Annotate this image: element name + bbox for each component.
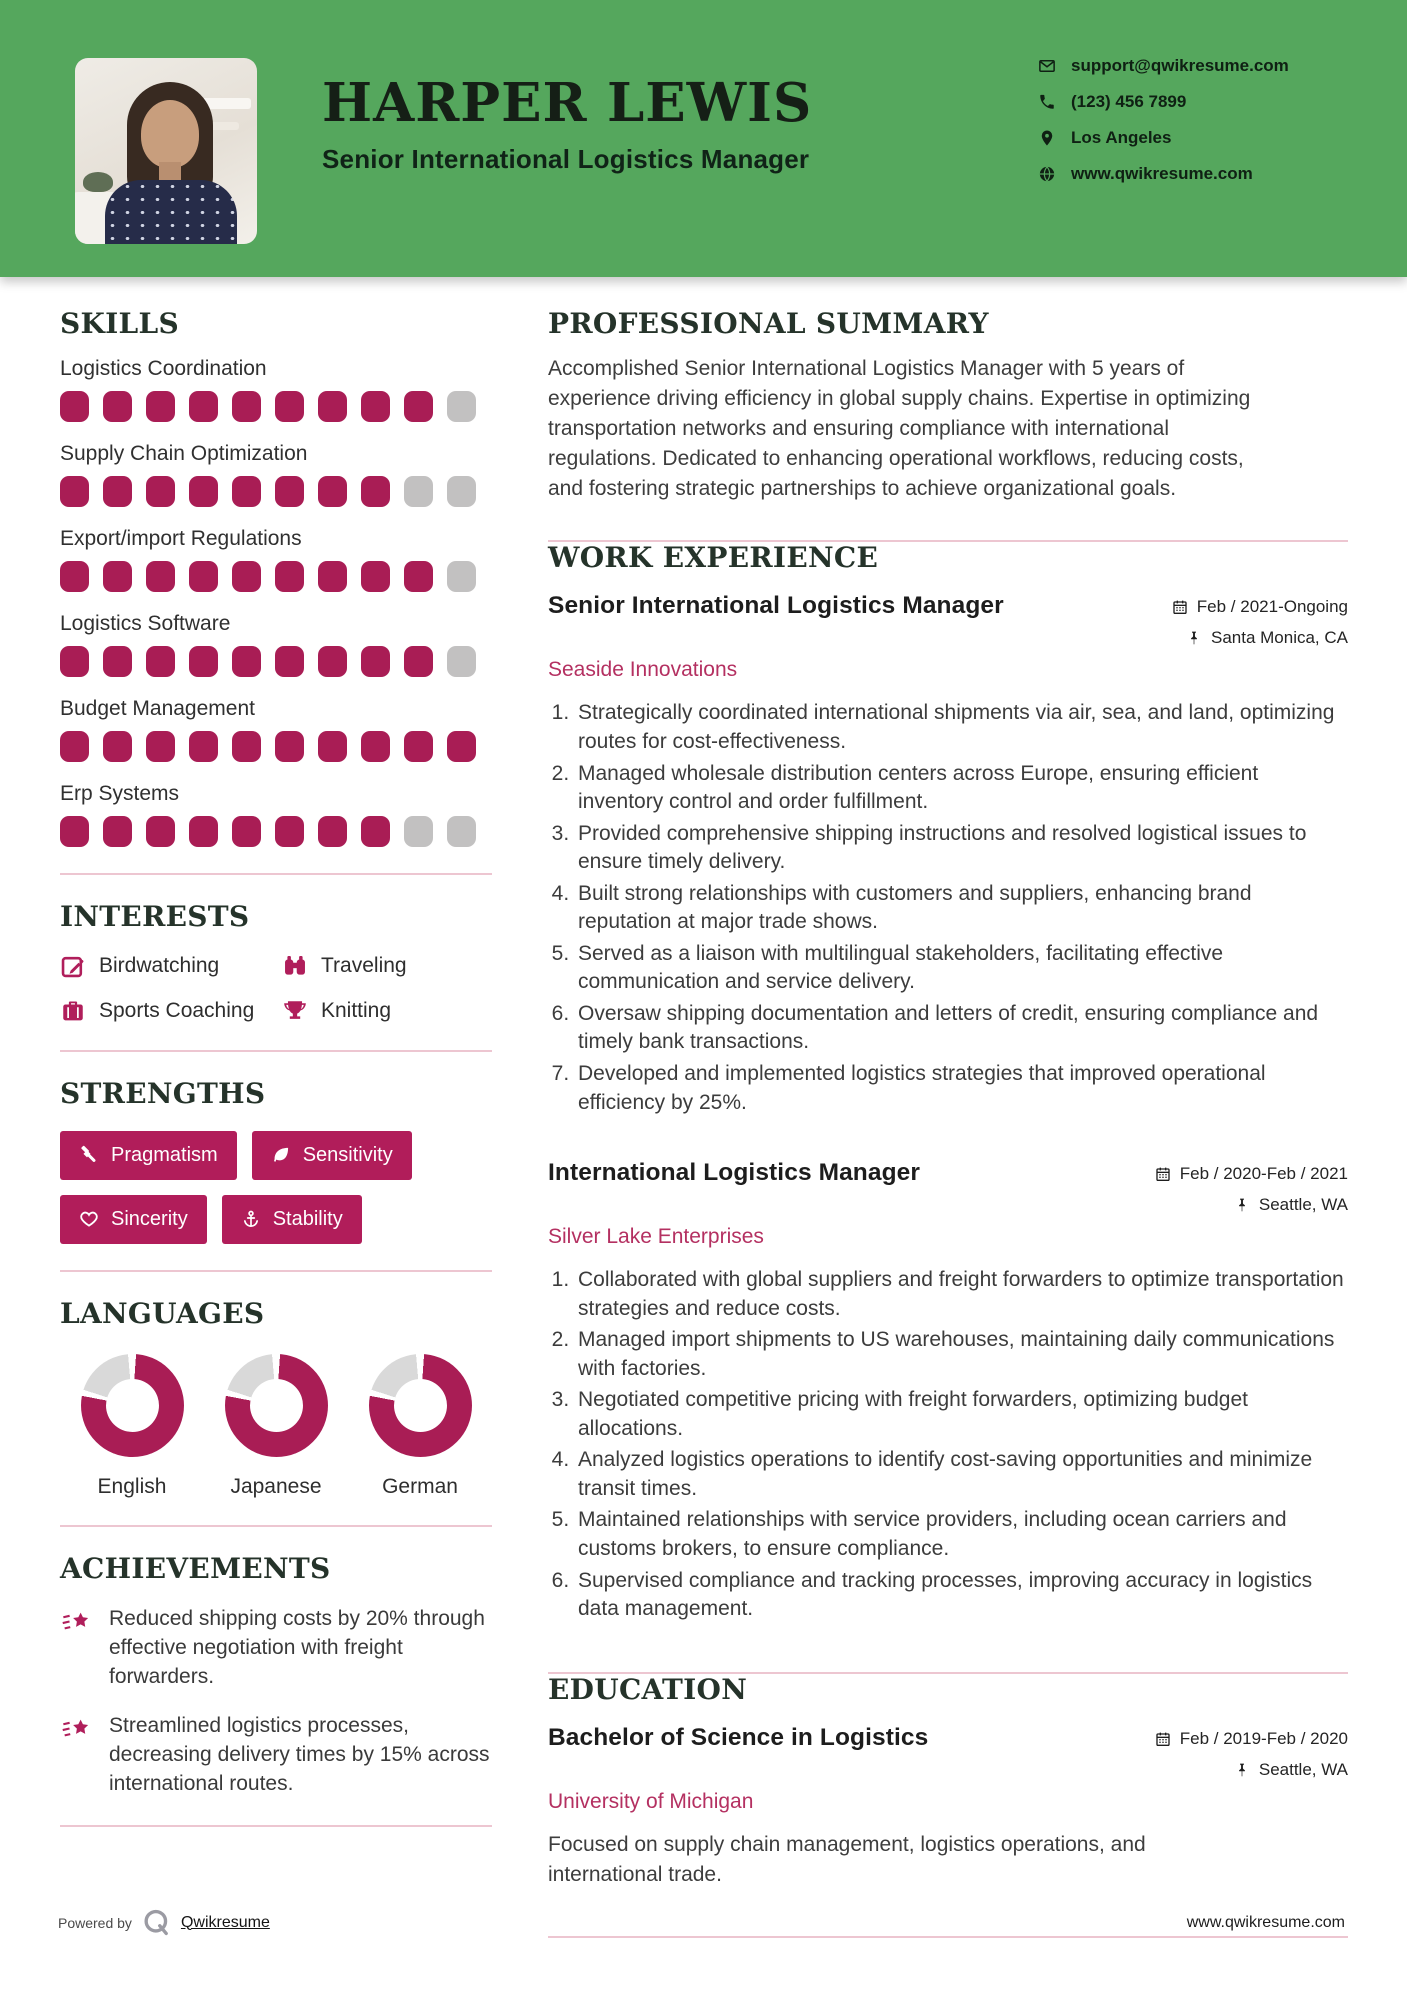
footer-branding xyxy=(58,1907,270,1938)
trophy-icon xyxy=(282,998,308,1024)
skill-dot xyxy=(318,561,347,592)
skill-dot xyxy=(361,646,390,677)
envelope-icon xyxy=(1038,57,1056,75)
job-header xyxy=(548,592,1348,648)
skill-dot xyxy=(275,561,304,592)
job-company: Seaside Innovations xyxy=(548,658,738,682)
interest-item xyxy=(282,953,492,979)
skill-dot xyxy=(318,646,347,677)
skill-label: Export/import Regulations xyxy=(60,527,302,551)
skill-dot xyxy=(318,391,347,422)
candidate-name: HARPER LEWIS xyxy=(322,72,813,134)
calendar-icon xyxy=(1155,1731,1171,1747)
job-location xyxy=(1186,628,1348,648)
job-bullet: 1. Strategically coordinated international shipments via air, sea, and land, optimizing routes for cost-effectiveness. xyxy=(575,699,1348,756)
job-dates-text: Feb / 2021-Ongoing xyxy=(1196,597,1348,617)
language-donut xyxy=(369,1354,472,1457)
achievement-text: Reduced shipping costs by 20% through effective negotiation with freight forwarders. xyxy=(109,1606,485,1688)
briefcase-icon xyxy=(60,998,86,1024)
skill-dot xyxy=(60,561,89,592)
job-bullet: 4. Analyzed logistics operations to identify cost-saving opportunities and minimize transit times. xyxy=(575,1446,1348,1503)
contact-text: support@qwikresume.com xyxy=(1071,56,1289,75)
skill-dot xyxy=(318,476,347,507)
skill-dot xyxy=(447,391,476,422)
footer-website[interactable]: www.qwikresume.com xyxy=(1186,1914,1345,1931)
summary-heading: PROFESSIONAL SUMMARY xyxy=(548,307,989,340)
skill-dot xyxy=(103,816,132,847)
language-item xyxy=(348,1354,492,1499)
skill-item xyxy=(60,527,492,592)
skill-dot xyxy=(404,391,433,422)
job-entry xyxy=(548,592,1348,1117)
interest-label: Sports Coaching xyxy=(99,999,255,1023)
skill-dots xyxy=(60,646,492,677)
skill-label: Budget Management xyxy=(60,697,255,721)
skill-dot xyxy=(60,646,89,677)
skill-dot xyxy=(189,731,218,762)
binoculars-icon xyxy=(282,953,308,979)
contact-location-pin xyxy=(1038,128,1289,148)
achievements-list xyxy=(60,1605,492,1799)
qwikresume-logo-icon xyxy=(141,1907,172,1938)
skill-dot xyxy=(361,476,390,507)
skill-dot xyxy=(189,816,218,847)
strength-label: Sensitivity xyxy=(302,1143,393,1166)
skill-dot xyxy=(103,561,132,592)
languages-heading: LANGUAGES xyxy=(60,1296,265,1330)
skill-dot xyxy=(275,646,304,677)
job-bullet: 2. Managed wholesale distribution centers across Europe, ensuring efficient inventory control and order fulfillment. xyxy=(575,760,1348,817)
skill-label: Supply Chain Optimization xyxy=(60,442,308,466)
interest-label: Birdwatching xyxy=(99,954,220,978)
strength-pill xyxy=(60,1131,237,1180)
job-meta xyxy=(1155,1159,1348,1215)
skill-dot xyxy=(361,816,390,847)
interest-item xyxy=(60,998,282,1024)
section-divider xyxy=(60,1050,492,1052)
skill-dot xyxy=(232,816,261,847)
education-meta xyxy=(1155,1724,1348,1780)
strength-pill xyxy=(252,1131,412,1180)
language-label: English xyxy=(97,1474,167,1498)
education-header xyxy=(548,1724,1348,1780)
interests-list xyxy=(60,953,492,1024)
skill-label: Erp Systems xyxy=(60,782,180,806)
section-divider xyxy=(60,1270,492,1272)
candidate-title: Senior International Logistics Manager xyxy=(322,143,810,174)
job-title: International Logistics Manager xyxy=(548,1159,921,1187)
skill-item xyxy=(60,357,492,422)
pushpin-icon xyxy=(1234,1197,1250,1213)
skill-dot xyxy=(232,646,261,677)
location-pin-icon xyxy=(1038,129,1056,147)
language-item xyxy=(60,1354,204,1499)
job-bullet: 1. Collaborated with global suppliers and freight forwarders to optimize transportation strategies and reduce costs. xyxy=(575,1266,1348,1323)
language-label: German xyxy=(382,1474,458,1498)
skill-dot xyxy=(103,476,132,507)
achievements-heading: ACHIEVEMENTS xyxy=(60,1551,331,1585)
gavel-icon xyxy=(79,1145,99,1165)
strength-pill xyxy=(60,1195,207,1244)
skill-dot xyxy=(146,816,175,847)
identity-block xyxy=(322,72,813,175)
contact-text: (123) 456 7899 xyxy=(1071,92,1187,111)
skill-dot xyxy=(447,646,476,677)
skill-label: Logistics Coordination xyxy=(60,357,267,381)
job-dates xyxy=(1172,597,1348,617)
skill-dot xyxy=(60,731,89,762)
job-company: Silver Lake Enterprises xyxy=(548,1225,764,1249)
achievement-text: Streamlined logistics processes, decreasing delivery times by 15% across international routes. xyxy=(109,1713,490,1795)
achievement-item xyxy=(60,1605,492,1692)
skill-dot xyxy=(361,731,390,762)
education-description: Focused on supply chain management, logistics operations, and international trade. xyxy=(548,1832,1146,1886)
skill-dot xyxy=(404,816,433,847)
achievement-item xyxy=(60,1712,492,1799)
skill-dots xyxy=(60,731,492,762)
skill-dot xyxy=(146,731,175,762)
job-bullet: 6. Supervised compliance and tracking processes, improving accuracy in logistics data management. xyxy=(575,1567,1348,1624)
skill-dot xyxy=(275,816,304,847)
skill-dot xyxy=(232,731,261,762)
job-dates xyxy=(1155,1164,1348,1184)
job-bullet: 2. Managed import shipments to US warehouses, maintaining daily communications with factories. xyxy=(575,1326,1348,1383)
skill-dot xyxy=(232,476,261,507)
skill-dots xyxy=(60,391,492,422)
skill-dot xyxy=(318,731,347,762)
skill-dot xyxy=(404,476,433,507)
header-banner xyxy=(0,0,1407,277)
skills-heading: SKILLS xyxy=(60,307,180,340)
skill-dot xyxy=(275,731,304,762)
leaf-icon xyxy=(271,1145,291,1165)
skill-dot xyxy=(447,561,476,592)
job-location-text: Santa Monica, CA xyxy=(1210,628,1348,648)
job-title: Senior International Logistics Manager xyxy=(548,592,1004,620)
pushpin-icon xyxy=(1234,1762,1250,1778)
job-header xyxy=(548,1159,1348,1215)
skill-dot xyxy=(60,816,89,847)
sidebar-column xyxy=(60,308,492,1853)
section-divider xyxy=(548,1936,1348,1938)
job-dates-text: Feb / 2020-Feb / 2021 xyxy=(1179,1164,1348,1184)
pen-square-icon xyxy=(60,953,86,979)
skill-dots xyxy=(60,476,492,507)
skill-dot xyxy=(404,646,433,677)
skill-dots xyxy=(60,816,492,847)
education-heading: EDUCATION xyxy=(548,1672,748,1706)
skill-dot xyxy=(447,731,476,762)
skill-dot xyxy=(146,391,175,422)
globe-icon xyxy=(1038,165,1056,183)
skill-dot xyxy=(447,816,476,847)
job-bullet: 6. Oversaw shipping documentation and letters of credit, ensuring compliance and timely bank transactions. xyxy=(575,1000,1348,1057)
contact-text: www.qwikresume.com xyxy=(1071,164,1253,183)
skill-dot xyxy=(404,731,433,762)
job-bullet: 3. Provided comprehensive shipping instructions and resolved logistical issues to ensure timely delivery. xyxy=(575,820,1348,877)
phone-icon xyxy=(1038,93,1056,111)
language-donut xyxy=(81,1354,184,1457)
strength-label: Sincerity xyxy=(111,1207,188,1230)
contact-phone[interactable] xyxy=(1038,92,1289,112)
skill-dot xyxy=(146,561,175,592)
skill-dot xyxy=(275,391,304,422)
skill-dot xyxy=(189,561,218,592)
skill-dot xyxy=(146,646,175,677)
language-donut xyxy=(225,1354,328,1457)
skill-dot xyxy=(318,816,347,847)
skills-list xyxy=(60,357,492,847)
skill-dot xyxy=(103,646,132,677)
interests-heading: INTERESTS xyxy=(60,900,250,934)
contact-globe[interactable] xyxy=(1038,164,1289,184)
photo-person-top xyxy=(105,180,237,244)
interest-item xyxy=(282,998,492,1024)
skill-dot xyxy=(361,561,390,592)
skill-dot xyxy=(103,731,132,762)
skill-label: Logistics Software xyxy=(60,612,231,636)
photo-background-plant xyxy=(83,172,113,192)
skill-dot xyxy=(275,476,304,507)
job-bullets xyxy=(548,1266,1348,1624)
skill-item xyxy=(60,782,492,847)
powered-by-label: Powered by xyxy=(58,1914,132,1931)
job-bullet: 4. Built strong relationships with customers and suppliers, enhancing brand reputation at major trade shows. xyxy=(575,880,1348,937)
job-bullets xyxy=(548,699,1348,1117)
job-entry xyxy=(548,1159,1348,1624)
experience-list xyxy=(548,592,1348,1623)
section-divider xyxy=(60,1525,492,1527)
job-bullet: 5. Served as a liaison with multilingual stakeholders, facilitating effective communication and service delivery. xyxy=(575,940,1348,997)
skill-dot xyxy=(146,476,175,507)
education-location xyxy=(1234,1760,1348,1780)
anchor-icon xyxy=(241,1209,261,1229)
section-divider xyxy=(60,873,492,875)
main-column xyxy=(548,308,1348,1938)
skill-dot xyxy=(404,561,433,592)
education-location-text: Seattle, WA xyxy=(1258,1759,1348,1779)
section-divider xyxy=(60,1825,492,1827)
strength-pill xyxy=(222,1195,362,1244)
skill-dot xyxy=(60,476,89,507)
skill-dot xyxy=(232,561,261,592)
shooting-star-icon xyxy=(60,1715,94,1744)
skill-dot xyxy=(447,476,476,507)
pushpin-icon xyxy=(1186,630,1202,646)
skill-dot xyxy=(232,391,261,422)
strength-label: Stability xyxy=(272,1207,343,1230)
interest-label: Traveling xyxy=(321,954,407,978)
skill-dot xyxy=(361,391,390,422)
language-item xyxy=(204,1354,348,1499)
interest-item xyxy=(60,953,282,979)
profile-photo xyxy=(75,58,257,244)
education-entry xyxy=(548,1724,1348,1890)
job-location xyxy=(1234,1195,1348,1215)
skill-item xyxy=(60,697,492,762)
skill-dot xyxy=(189,646,218,677)
contact-list xyxy=(1038,56,1289,184)
strengths-heading: STRENGTHS xyxy=(60,1077,266,1111)
photo-person-face xyxy=(141,100,199,168)
calendar-icon xyxy=(1172,599,1188,615)
shooting-star-icon xyxy=(60,1608,94,1637)
skill-dot xyxy=(189,391,218,422)
contact-envelope[interactable] xyxy=(1038,56,1289,76)
skill-dot xyxy=(103,391,132,422)
job-bullet: 7. Developed and implemented logistics strategies that improved operational efficiency by 25%. xyxy=(575,1060,1348,1117)
qwikresume-link[interactable]: Qwikresume xyxy=(180,1913,270,1931)
school-name: University of Michigan xyxy=(548,1789,754,1813)
calendar-icon xyxy=(1155,1166,1171,1182)
summary-text: Accomplished Senior International Logistics Manager with 5 years of experience driving efficiency in global supply chains. Expertise in optimizing transportation networks and ensuring compliance with international regulations. Dedicated to enhancing operational workflows, reducing costs, and fostering strategic partnerships to achieve organizational goals. xyxy=(548,357,1251,501)
languages-list xyxy=(60,1354,492,1499)
education-dates xyxy=(1155,1729,1348,1749)
strength-label: Pragmatism xyxy=(111,1143,218,1166)
skill-item xyxy=(60,442,492,507)
strengths-list xyxy=(60,1131,492,1244)
degree-title: Bachelor of Science in Logistics xyxy=(548,1723,929,1751)
language-label: Japanese xyxy=(230,1474,322,1498)
experience-heading: WORK EXPERIENCE xyxy=(548,541,879,575)
job-bullet: 3. Negotiated competitive pricing with freight forwarders, optimizing budget allocations. xyxy=(575,1386,1348,1443)
interest-label: Knitting xyxy=(321,999,392,1023)
skill-dot xyxy=(189,476,218,507)
skill-dots xyxy=(60,561,492,592)
skill-item xyxy=(60,612,492,677)
education-dates-text: Feb / 2019-Feb / 2020 xyxy=(1179,1728,1348,1748)
skill-dot xyxy=(60,391,89,422)
job-meta xyxy=(1172,592,1348,648)
job-location-text: Seattle, WA xyxy=(1258,1195,1348,1215)
heart-icon xyxy=(79,1209,99,1229)
contact-text: Los Angeles xyxy=(1071,128,1172,147)
job-bullet: 5. Maintained relationships with service providers, including ocean carriers and customs brokers, to ensure compliance. xyxy=(575,1506,1348,1563)
